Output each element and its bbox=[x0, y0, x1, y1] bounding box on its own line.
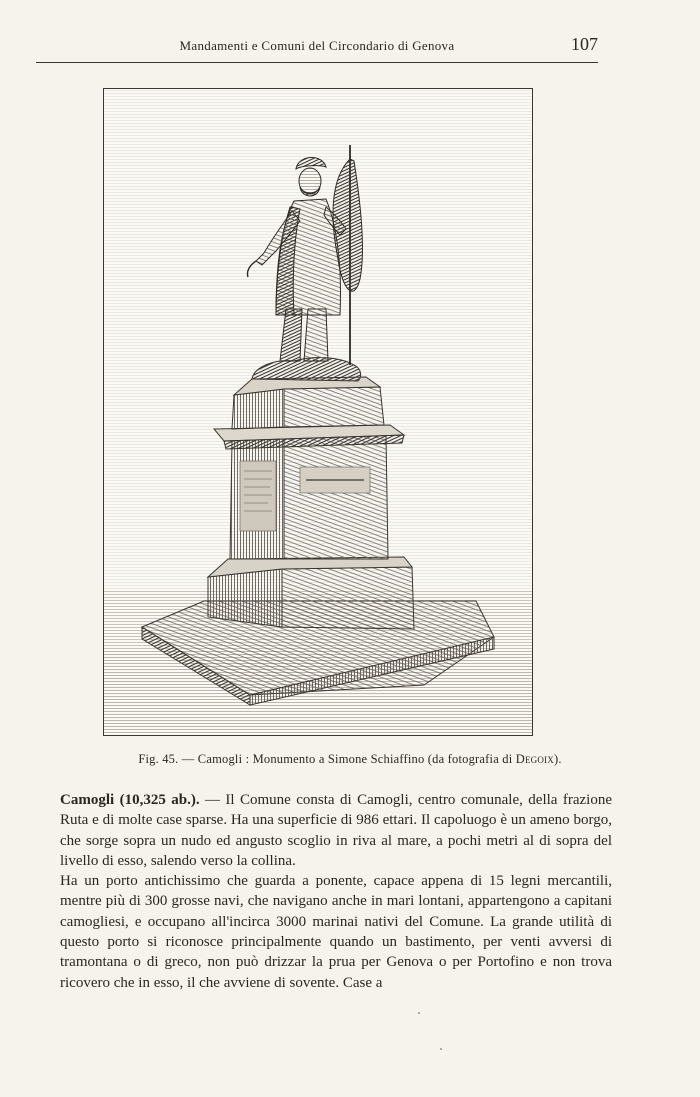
paragraph-2-text: Ha un porto antichissimo che guarda a ponente, capace appena di 15 legni mercantili, mentre più di 300 grosse navi, che navigano anche in mari lontani, appartengono a capitani camogliesi, e occupano all'incirca 3000 marinai nativi del Comune. La grande utilità di questo porto si riconosce principalmente quando un bastimento, per venti avversi di tramontana o di greco, non può drizzar la prua per Genova o per Portofino e non trova ricovero che in esso, il che avviene di sovente. Case a bbox=[60, 873, 612, 991]
paragraph-1 bbox=[60, 790, 612, 871]
monument-engraving bbox=[103, 88, 533, 736]
page-header bbox=[36, 36, 598, 58]
header-rule bbox=[36, 62, 598, 63]
body-text bbox=[60, 790, 612, 993]
paragraph-2 bbox=[60, 871, 612, 993]
figure-caption bbox=[36, 752, 664, 767]
running-title: Mandamenti e Comuni del Circondario di Genova bbox=[179, 38, 455, 53]
paragraph-1-text: — Il Comune consta di Camogli, centro comunale, della frazione Ruta e di molte case sparse. Ha una superficie di 986 ettari. Il capoluogo è un ameno borgo, che sorge sopra un nudo ed angusto scoglio in riva al mare, a pochi metri al di sopra del livello di esso, salendo verso la collina. bbox=[60, 792, 612, 869]
monument-illustration bbox=[104, 89, 532, 735]
caption-prefix: Fig. 45. — Camogli : Monumento a Simone Schiaffino (da fotografia di bbox=[138, 752, 516, 766]
paper-speck bbox=[440, 1048, 442, 1050]
page-number: 107 bbox=[571, 34, 598, 54]
entry-heading: Camogli (10,325 ab.). bbox=[60, 792, 200, 808]
paper-speck bbox=[418, 1012, 420, 1014]
caption-suffix: ). bbox=[553, 752, 562, 766]
caption-author: Degoix bbox=[515, 752, 554, 766]
